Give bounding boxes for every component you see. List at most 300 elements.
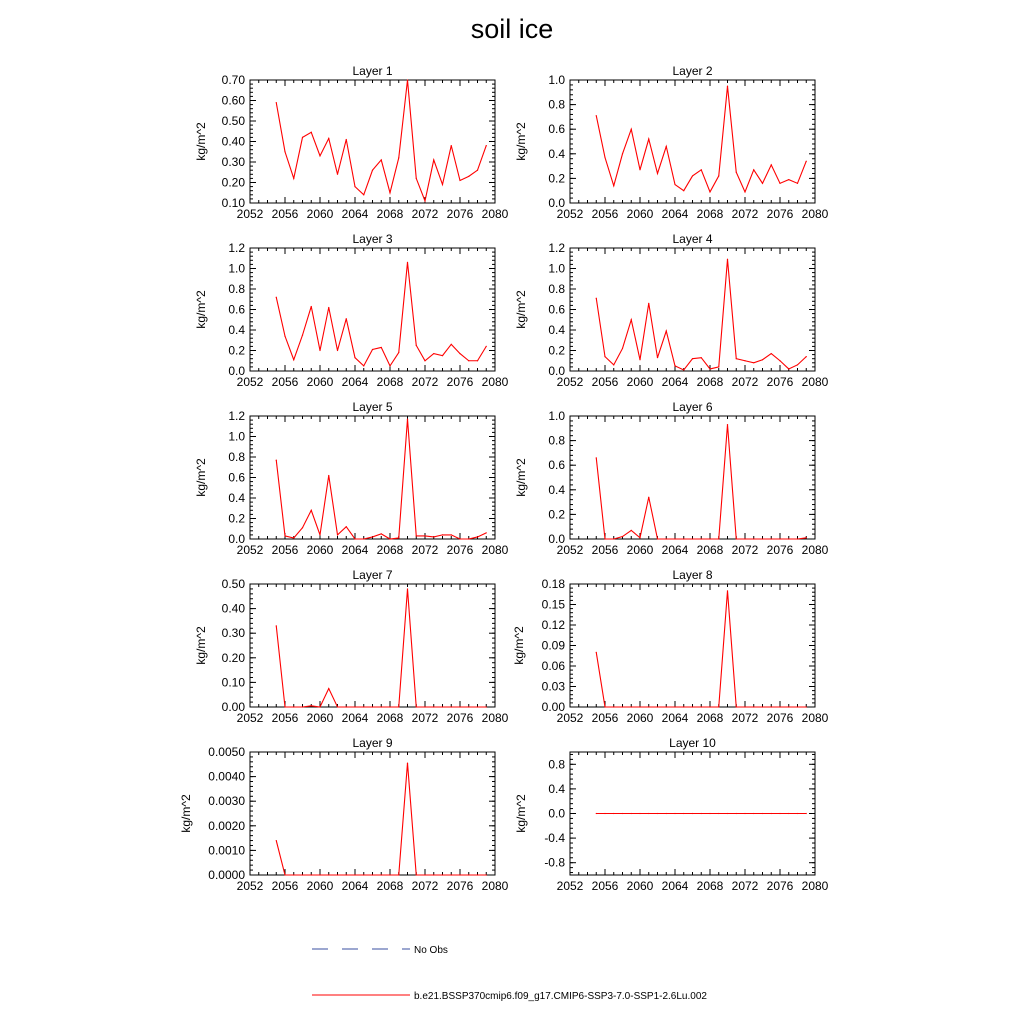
x-tick-label: 2056 [591, 375, 619, 389]
data-point [477, 170, 478, 171]
panel-title: Layer 9 [352, 736, 393, 750]
y-axis-label: kg/m^2 [179, 794, 193, 833]
data-point [451, 874, 452, 875]
x-tick-label: 2072 [411, 543, 439, 557]
x-tick-label: 2064 [341, 543, 369, 557]
y-tick-label: 0.2 [228, 343, 245, 358]
data-point [692, 175, 693, 176]
data-point [727, 259, 728, 260]
y-tick-label: 0.15 [541, 597, 565, 612]
data-point [771, 164, 772, 165]
data-point [486, 874, 487, 875]
x-tick-label: 2068 [376, 711, 404, 725]
panel-title: Layer 1 [352, 64, 393, 78]
panel-title: Layer 7 [352, 568, 393, 582]
data-point [709, 706, 710, 707]
data-point [648, 138, 649, 139]
y-tick-label: 0.0050 [208, 745, 245, 759]
y-tick-label: 0.70 [221, 73, 245, 87]
data-point [604, 813, 605, 814]
data-point [779, 706, 780, 707]
data-point [736, 172, 737, 173]
x-tick-label: 2076 [766, 543, 794, 557]
x-tick-label: 2072 [731, 375, 759, 389]
x-tick-label: 2076 [446, 375, 474, 389]
x-tick-label: 2052 [556, 375, 584, 389]
data-point [648, 303, 649, 304]
x-tick-label: 2056 [591, 711, 619, 725]
data-point [648, 497, 649, 498]
data-point [354, 186, 355, 187]
data-point [718, 706, 719, 707]
data-point [442, 706, 443, 707]
data-point [407, 262, 408, 263]
x-tick-label: 2072 [731, 711, 759, 725]
data-point [779, 360, 780, 361]
x-tick-label: 2060 [306, 375, 334, 389]
x-tick-label: 2060 [306, 207, 334, 221]
y-axis-label: kg/m^2 [514, 290, 528, 329]
y-tick-label: 0.50 [221, 577, 245, 591]
data-point [302, 335, 303, 336]
x-tick-label: 2068 [696, 543, 724, 557]
chart-panel-8 [512, 568, 829, 725]
x-tick-label: 2072 [411, 375, 439, 389]
data-point [797, 364, 798, 365]
series-line-model [596, 259, 806, 370]
y-tick-label: 0.8 [548, 757, 565, 772]
data-point [701, 169, 702, 170]
x-tick-label: 2052 [556, 207, 584, 221]
data-point [604, 538, 605, 539]
panel-title: Layer 8 [672, 568, 713, 582]
y-tick-label: 0.4 [548, 146, 565, 161]
plot-frame [570, 80, 815, 203]
y-tick-label: 0.09 [541, 638, 565, 653]
y-tick-label: 0.00 [221, 700, 245, 714]
x-tick-label: 2076 [766, 207, 794, 221]
data-point [613, 185, 614, 186]
y-tick-label: 0.2 [548, 507, 565, 522]
data-point [477, 536, 478, 537]
y-tick-label: 0.6 [548, 122, 565, 137]
y-axis-label: kg/m^2 [514, 794, 528, 833]
data-point [459, 353, 460, 354]
x-tick-label: 2060 [626, 207, 654, 221]
data-point [433, 874, 434, 875]
x-tick-label: 2056 [271, 207, 299, 221]
data-point [468, 538, 469, 539]
data-point [363, 194, 364, 195]
data-point [389, 874, 390, 875]
data-point [433, 536, 434, 537]
data-point [346, 706, 347, 707]
data-point [613, 813, 614, 814]
y-tick-label: 1.0 [548, 73, 565, 87]
chart-panel-5 [194, 400, 509, 557]
data-point [701, 706, 702, 707]
data-point [779, 813, 780, 814]
data-point [709, 813, 710, 814]
data-point [311, 874, 312, 875]
x-tick-label: 2080 [801, 207, 829, 221]
y-tick-label: 0.18 [541, 577, 565, 591]
data-point [398, 352, 399, 353]
data-point [709, 191, 710, 192]
data-point [468, 176, 469, 177]
x-tick-label: 2064 [341, 207, 369, 221]
panel-title: Layer 5 [352, 400, 393, 414]
y-tick-label: 0.0 [548, 532, 565, 546]
data-point [276, 459, 277, 460]
x-tick-label: 2052 [236, 879, 264, 893]
x-tick-label: 2076 [766, 375, 794, 389]
data-point [806, 706, 807, 707]
data-point [657, 706, 658, 707]
data-point [433, 353, 434, 354]
x-tick-label: 2080 [481, 879, 509, 893]
y-tick-label: 0.0020 [208, 818, 245, 833]
data-point [354, 706, 355, 707]
y-tick-label: 0.20 [221, 650, 245, 665]
y-tick-label: 0.10 [221, 196, 245, 210]
data-point [631, 813, 632, 814]
x-tick-label: 2072 [411, 207, 439, 221]
x-tick-label: 2052 [236, 207, 264, 221]
data-point [736, 813, 737, 814]
data-point [389, 192, 390, 193]
data-point [424, 360, 425, 361]
data-point [622, 536, 623, 537]
data-point [302, 137, 303, 138]
x-tick-label: 2056 [591, 543, 619, 557]
x-tick-label: 2080 [481, 543, 509, 557]
data-point [337, 874, 338, 875]
chart-panel-6 [514, 400, 829, 557]
data-point [416, 178, 417, 179]
data-point [337, 174, 338, 175]
y-tick-label: 0.12 [541, 618, 565, 632]
data-point [639, 169, 640, 170]
data-point [346, 139, 347, 140]
data-point [363, 365, 364, 366]
data-point [604, 356, 605, 357]
chart-panel-1 [194, 64, 509, 221]
y-tick-label: 0.2 [548, 171, 565, 186]
data-point [433, 706, 434, 707]
data-point [797, 706, 798, 707]
data-point [771, 353, 772, 354]
data-point [311, 705, 312, 706]
x-tick-label: 2076 [446, 543, 474, 557]
x-tick-label: 2060 [626, 879, 654, 893]
data-point [363, 706, 364, 707]
data-point [596, 813, 597, 814]
data-point [797, 538, 798, 539]
series-line-model [276, 589, 486, 707]
y-tick-label: 0.50 [221, 114, 245, 128]
data-point [639, 706, 640, 707]
y-tick-label: 0.4 [548, 323, 565, 337]
data-point [416, 874, 417, 875]
data-point [424, 706, 425, 707]
y-tick-label: 0.4 [548, 482, 565, 497]
series-line-model [276, 262, 486, 366]
data-point [389, 706, 390, 707]
data-point [613, 364, 614, 365]
data-point [674, 813, 675, 814]
data-point [311, 306, 312, 307]
plot-frame [570, 416, 815, 539]
x-tick-label: 2072 [731, 207, 759, 221]
data-point [648, 813, 649, 814]
y-tick-label: 0.6 [228, 470, 245, 485]
data-point [718, 538, 719, 539]
y-tick-label: 1.0 [548, 409, 565, 423]
data-point [674, 538, 675, 539]
x-tick-label: 2060 [306, 711, 334, 725]
x-tick-label: 2060 [306, 879, 334, 893]
data-point [346, 318, 347, 319]
data-point [372, 874, 373, 875]
data-point [293, 178, 294, 179]
y-tick-label: 0.10 [221, 675, 245, 690]
data-point [639, 359, 640, 360]
data-point [284, 535, 285, 536]
x-tick-label: 2056 [271, 879, 299, 893]
data-point [753, 362, 754, 363]
x-tick-label: 2052 [556, 879, 584, 893]
y-tick-label: 1.2 [228, 241, 245, 255]
y-axis-label: kg/m^2 [194, 458, 208, 497]
panel-title: Layer 10 [669, 736, 716, 750]
y-tick-label: 0.60 [221, 93, 245, 108]
data-point [337, 534, 338, 535]
data-point [718, 366, 719, 367]
data-point [424, 874, 425, 875]
data-point [604, 157, 605, 158]
x-tick-label: 2080 [801, 375, 829, 389]
data-point [459, 180, 460, 181]
x-tick-label: 2072 [411, 711, 439, 725]
y-tick-label: 0.4 [228, 491, 245, 505]
data-point [416, 345, 417, 346]
series-line-model [276, 763, 486, 875]
data-point [692, 538, 693, 539]
y-tick-label: 0.03 [541, 679, 565, 694]
y-tick-label: 1.0 [228, 261, 245, 276]
data-point [433, 159, 434, 160]
data-point [683, 538, 684, 539]
data-point [631, 319, 632, 320]
data-point [788, 706, 789, 707]
data-point [302, 874, 303, 875]
y-tick-label: 0.00 [541, 700, 565, 714]
data-point [788, 179, 789, 180]
data-point [328, 307, 329, 308]
x-tick-label: 2064 [661, 543, 689, 557]
y-tick-label: 0.40 [221, 601, 245, 616]
data-point [692, 358, 693, 359]
data-point [788, 813, 789, 814]
x-tick-label: 2072 [731, 879, 759, 893]
data-point [788, 538, 789, 539]
data-point [648, 706, 649, 707]
chart-panel-4 [514, 232, 829, 389]
data-point [276, 840, 277, 841]
x-tick-label: 2064 [341, 375, 369, 389]
data-point [372, 706, 373, 707]
y-tick-label: 0.0 [228, 532, 245, 546]
x-tick-label: 2080 [481, 207, 509, 221]
data-point [639, 813, 640, 814]
data-point [381, 533, 382, 534]
x-tick-label: 2068 [696, 375, 724, 389]
data-point [744, 706, 745, 707]
y-tick-label: 0.4 [548, 781, 565, 796]
data-point [363, 538, 364, 539]
data-point [302, 706, 303, 707]
data-point [666, 706, 667, 707]
y-tick-label: 0.6 [228, 302, 245, 317]
x-tick-label: 2068 [696, 207, 724, 221]
data-point [683, 706, 684, 707]
data-point [666, 813, 667, 814]
x-tick-label: 2076 [446, 207, 474, 221]
plot-frame [250, 752, 495, 875]
data-point [736, 538, 737, 539]
data-point [683, 813, 684, 814]
data-point [744, 813, 745, 814]
chart-panel-10 [514, 736, 829, 893]
y-tick-label: 0.0040 [208, 769, 245, 784]
data-point [631, 706, 632, 707]
data-point [622, 706, 623, 707]
y-tick-label: 0.0010 [208, 843, 245, 858]
plot-frame [250, 248, 495, 371]
data-point [709, 368, 710, 369]
x-tick-label: 2060 [626, 711, 654, 725]
y-tick-label: 0.0 [548, 364, 565, 378]
data-point [788, 368, 789, 369]
data-point [486, 145, 487, 146]
data-point [354, 874, 355, 875]
y-tick-label: 0.8 [548, 282, 565, 296]
data-point [771, 538, 772, 539]
data-point [486, 346, 487, 347]
data-point [398, 157, 399, 158]
data-point [806, 537, 807, 538]
x-tick-label: 2068 [376, 207, 404, 221]
data-point [337, 706, 338, 707]
data-point [319, 350, 320, 351]
data-point [354, 357, 355, 358]
data-point [622, 348, 623, 349]
data-point [293, 706, 294, 707]
plot-frame [250, 416, 495, 539]
data-point [381, 159, 382, 160]
data-point [311, 510, 312, 511]
data-point [459, 706, 460, 707]
data-point [319, 874, 320, 875]
data-point [302, 527, 303, 528]
data-point [613, 706, 614, 707]
data-point [381, 347, 382, 348]
data-point [753, 169, 754, 170]
data-point [486, 532, 487, 533]
x-tick-label: 2076 [446, 711, 474, 725]
x-tick-label: 2052 [556, 543, 584, 557]
data-point [442, 534, 443, 535]
y-tick-label: -0.8 [544, 855, 565, 870]
data-point [407, 79, 408, 80]
y-axis-label: kg/m^2 [514, 458, 528, 497]
data-point [596, 298, 597, 299]
data-point [477, 874, 478, 875]
x-tick-label: 2056 [591, 879, 619, 893]
x-tick-label: 2080 [801, 879, 829, 893]
data-point [744, 538, 745, 539]
x-tick-label: 2052 [236, 711, 264, 725]
x-tick-label: 2056 [271, 711, 299, 725]
series-line-model [276, 419, 486, 539]
data-point [727, 813, 728, 814]
x-tick-label: 2064 [341, 711, 369, 725]
y-tick-label: 0.2 [228, 511, 245, 526]
data-point [319, 534, 320, 535]
data-point [372, 349, 373, 350]
y-axis-label: kg/m^2 [514, 122, 528, 161]
data-point [407, 418, 408, 419]
y-tick-label: -0.4 [544, 831, 565, 846]
data-point [328, 138, 329, 139]
data-point [622, 813, 623, 814]
data-point [701, 813, 702, 814]
x-tick-label: 2052 [236, 543, 264, 557]
data-point [639, 537, 640, 538]
data-point [424, 200, 425, 201]
data-point [372, 170, 373, 171]
data-point [762, 359, 763, 360]
data-point [666, 330, 667, 331]
data-point [604, 706, 605, 707]
data-point [284, 706, 285, 707]
x-tick-label: 2076 [766, 711, 794, 725]
panel-title: Layer 4 [672, 232, 713, 246]
data-point [718, 175, 719, 176]
y-axis-label: kg/m^2 [512, 626, 526, 665]
data-point [328, 688, 329, 689]
data-point [736, 358, 737, 359]
y-tick-label: 1.2 [228, 409, 245, 423]
x-tick-label: 2080 [481, 711, 509, 725]
data-point [666, 146, 667, 147]
data-point [596, 115, 597, 116]
data-point [797, 813, 798, 814]
y-tick-label: 0.6 [548, 302, 565, 317]
data-point [674, 365, 675, 366]
data-point [381, 874, 382, 875]
x-tick-label: 2080 [801, 543, 829, 557]
data-point [666, 538, 667, 539]
data-point [372, 536, 373, 537]
data-point [276, 297, 277, 298]
data-point [683, 190, 684, 191]
data-point [459, 874, 460, 875]
data-point [736, 706, 737, 707]
data-point [596, 652, 597, 653]
y-tick-label: 1.2 [548, 241, 565, 255]
